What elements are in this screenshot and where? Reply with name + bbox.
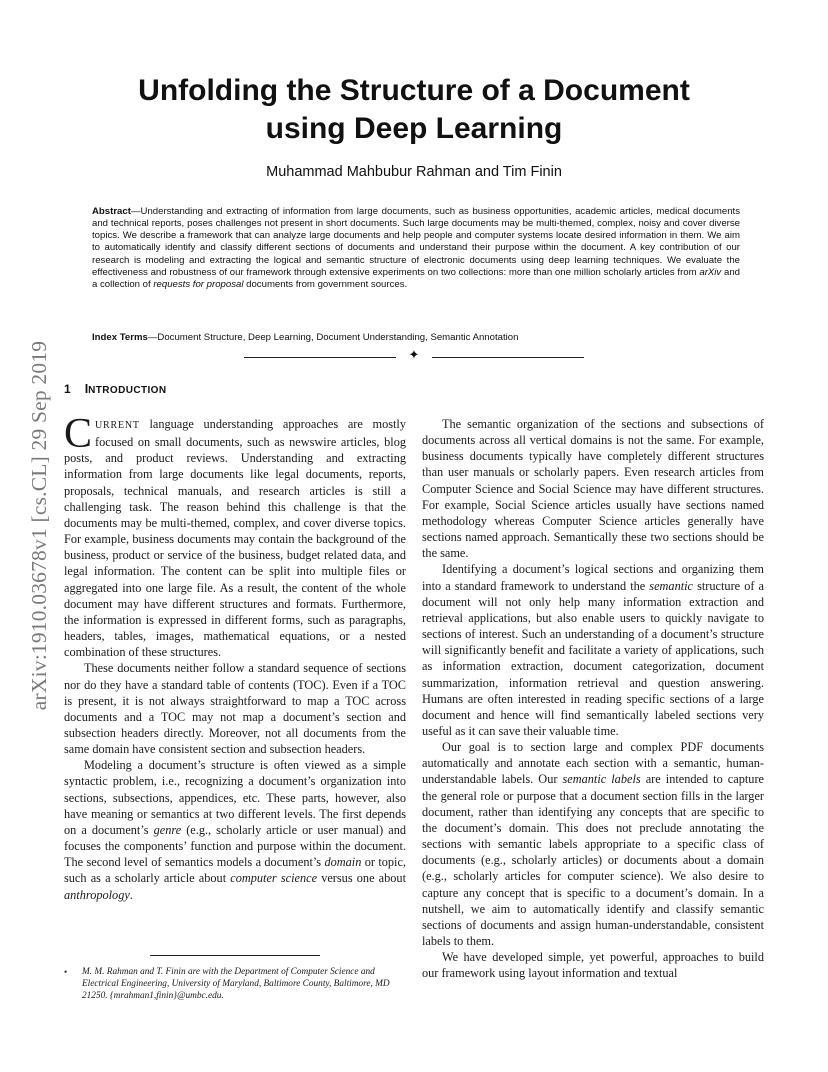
paragraph xyxy=(64,411,406,660)
paragraph-text: or topic, such as a scholarly article about xyxy=(64,855,406,886)
abstract-text-1: —Understanding and extracting of information from large documents, such as business opportunities, academic articles, medical documents and technical reports, poses challenges not present in short documents. Such large documents may be multi-themed, complex, noisy and cover diverse topics. We describe a framework that can analyze large documents and help people and computer systems locate desired information in them. We aim to automatically identify and classify different sections of documents and understand their purpose within the document. A key contribution of our research is modeling and extracting the logical and semantic structure of electronic documents using deep learning techniques. We evaluate the effectiveness and robustness of our framework through extensive experiments on two collections: more than one million scholarly articles from xyxy=(92,206,740,278)
section-title-initial: I xyxy=(84,382,89,396)
paragraph-text: versus one about xyxy=(317,871,406,886)
footnote xyxy=(64,966,406,1002)
emphasis: computer science xyxy=(230,871,318,886)
abstract xyxy=(92,206,740,291)
divider-rule-right xyxy=(432,357,584,358)
footnote-text: M. M. Rahman and T. Finin are with the Department of Computer Science and Electrical Engineering, University of Maryland, Baltimore County, Baltimore, MD 21250. {mrahman1,finin}@umbc.edu. xyxy=(82,967,390,1001)
paragraph-text: are intended to capture the general role or purpose that a document section fills in the larger document, rather than identifying any concepts that are specific to the document’s domain. This does not preclude annotating the sections with semantic labels appropriate to a specific class of documents (e.g., scholarly articles) or documents about a domain (e.g., scholarly articles for computer science). We also desire to capture any concept that is specific to a document’s domain. In a nutshell, we aim to automatically identify and classify semantic sections of documents and assign human-understandable, consistent labels to them. xyxy=(422,772,764,948)
paragraph-text: Modeling a document’s structure is often viewed as a simple syntactic problem, i.e., recognizing a document’s organization into sections, subsections, appendices, etc. These parts, however, also have meaning or semantics at two different levels. The first depends on a document’s xyxy=(64,758,406,837)
section-heading-introduction xyxy=(64,382,166,396)
index-terms-text: —Document Structure, Deep Learning, Document Understanding, Semantic Annotation xyxy=(147,332,519,343)
title-line-1: Unfolding the Structure of a Document xyxy=(138,74,690,107)
paragraph xyxy=(64,757,406,902)
emphasis: anthropology xyxy=(64,887,130,902)
abstract-text-2: and a collection of xyxy=(92,266,740,290)
paragraph-text: structure of a document will not only help many information extraction and retrieval applications, but also enable users to quickly navigate to sections of interest. Such an understanding of a document’s structure will significantly benefit and facilitate a variety of applications, such as information extraction, document categorization, document summarization, information retrieval and question answering. Humans are often interested in reading specific sections of a large document and hence will find semantically labeled sections very useful as it can save their valuable time. xyxy=(422,578,764,738)
paragraph-text: (e.g., scholarly article or user manual) and focuses the components’ function and purpose within the document. The second level of semantics models a document’s xyxy=(64,822,407,870)
diamond-star-icon: ✦ xyxy=(408,348,420,363)
index-terms-label: Index Terms xyxy=(92,332,148,343)
paragraph-text: Our goal is to section large and complex PDF documents automatically and annotate each section with a semantic, human-understandable labels. Our xyxy=(422,740,764,787)
footnote-rule xyxy=(150,955,320,956)
paragraph-text: . xyxy=(129,887,133,902)
abstract-label: Abstract xyxy=(92,206,131,217)
paragraph xyxy=(422,739,764,949)
paragraph xyxy=(422,561,764,739)
emphasis: genre xyxy=(153,822,182,837)
abstract-text-3: documents from government sources. xyxy=(243,278,408,290)
divider-rule-left xyxy=(244,357,396,358)
drop-cap-continuation: URRENT xyxy=(95,420,140,431)
left-column xyxy=(64,411,407,903)
paragraph: These documents neither follow a standard sequence of sections nor do they have a standard table of contents (TOC). Even if a TOC is present, it is not always straightforward to map a TOC across documents and a TOC may not map a document’s section and subsection headers directly. Moreover, not all documents from the same domain have consistent section and subsection headers. xyxy=(64,661,406,757)
right-column xyxy=(422,416,764,981)
abstract-em-arxiv: arXiv xyxy=(699,266,722,278)
footnote-bullet: • xyxy=(64,967,68,977)
section-title-rest: NTRODUCTION xyxy=(88,385,167,396)
paper-title xyxy=(0,72,828,148)
drop-cap: C xyxy=(64,411,93,457)
abstract-em-rfp: requests for proposal xyxy=(153,278,244,290)
authors: Muhammad Mahbubur Rahman and Tim Finin xyxy=(266,164,562,180)
paragraph: The semantic organization of the sections and subsections of documents across all vertical domains is not the same. For example, business documents typically have completely different structures than user manuals or scholarly papers. Even research articles from Computer Science and Social Science may have different structures. For example, Social Science articles usually have sections named methodology whereas Computer Science articles generally have sections named approach. Semantically these two sections should be the same. xyxy=(422,417,764,561)
paragraph-text: language understanding approaches are mostly focused on small documents, such as newswire articles, blog posts, and product reviews. Understanding and extracting information from large documents like legal documents, reports, proposals, technical manuals, and research articles is still a challenging task. The reason behind this challenge is that the documents may be multi-themed, complex, and cover diverse topics. For example, business documents may contain the background of the business, product or service of the business, budget related data, and legal information. The content can be split into multiple files or aggregated into one large file. As a result, the content of the whole document may have different structures and formats. Furthermore, the information is expressed in different forms, such as paragraphs, headers, tables, images, mathematical equations, or a nested combination of these structures. xyxy=(64,417,406,660)
section-divider xyxy=(244,350,584,366)
arxiv-stamp-text: arXiv:1910.03678v1 [cs.CL] 29 Sep 2019 xyxy=(27,340,52,710)
paragraph-text: Identifying a document’s logical sections and organizing them into a standard framework to understand the xyxy=(422,562,764,593)
section-number: 1 xyxy=(64,382,71,396)
title-line-2: using Deep Learning xyxy=(265,112,563,145)
emphasis: semantic labels xyxy=(562,772,641,787)
paragraph: We have developed simple, yet powerful, approaches to build our framework using layout information and textual xyxy=(422,950,764,981)
index-terms xyxy=(92,332,740,344)
emphasis: semantic xyxy=(649,578,694,593)
emphasis: domain xyxy=(324,855,362,870)
arxiv-identifier-stamp xyxy=(20,290,60,760)
